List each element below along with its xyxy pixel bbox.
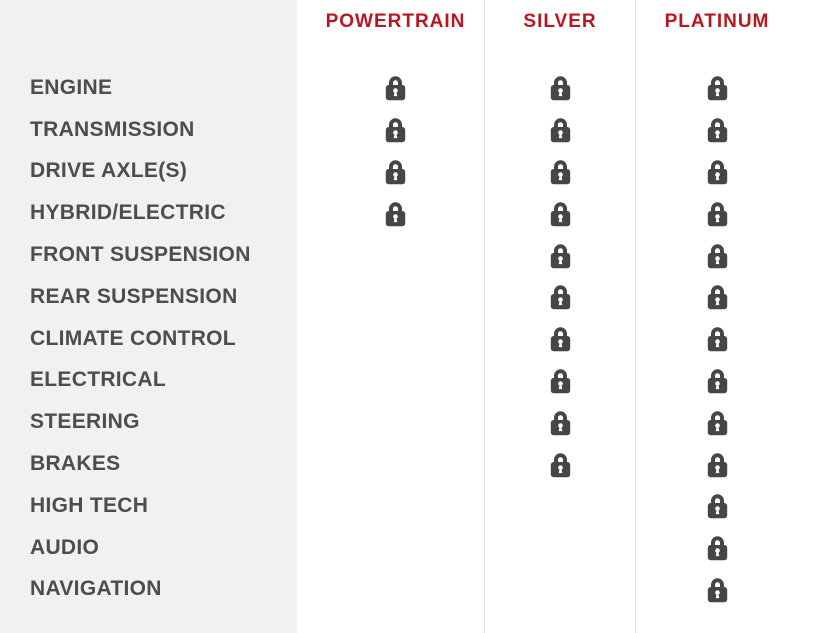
powertrain-coverage-cell <box>297 276 484 318</box>
lock-icon <box>549 158 572 185</box>
lock-icon <box>549 283 572 310</box>
silver-coverage-cell <box>485 360 635 402</box>
component-label: FRONT SUSPENSION <box>30 243 251 267</box>
platinum-coverage-cell <box>636 318 816 360</box>
component-labels-column <box>0 0 297 633</box>
lock-icon <box>384 158 407 185</box>
component-label: TRANSMISSION <box>30 117 195 141</box>
platinum-coverage-cell <box>636 401 816 443</box>
platinum-header: PLATINUM <box>664 11 770 32</box>
powertrain-header: POWERTRAIN <box>325 11 466 32</box>
lock-icon <box>706 158 729 185</box>
silver-cells <box>485 67 635 610</box>
lock-icon <box>706 283 729 310</box>
lock-icon <box>549 242 572 269</box>
component-label: ENGINE <box>30 75 113 99</box>
lock-icon <box>549 325 572 352</box>
lock-icon <box>706 451 729 478</box>
platinum-coverage-cell <box>636 485 816 527</box>
lock-icon <box>706 409 729 436</box>
powertrain-coverage-cell <box>297 109 484 151</box>
powertrain-coverage-cell <box>297 234 484 276</box>
component-label: CLIMATE CONTROL <box>30 326 236 350</box>
silver-coverage-cell <box>485 401 635 443</box>
platinum-coverage-cell <box>636 527 816 569</box>
component-label: ELECTRICAL <box>30 368 166 392</box>
silver-coverage-cell <box>485 569 635 611</box>
platinum-coverage-cell <box>636 192 816 234</box>
silver-coverage-cell <box>485 234 635 276</box>
powertrain-coverage-cell <box>297 67 484 109</box>
silver-header: SILVER <box>523 11 597 32</box>
lock-icon <box>706 242 729 269</box>
component-label: STEERING <box>30 410 140 434</box>
platinum-coverage-cell <box>636 569 816 611</box>
component-label: HYBRID/ELECTRIC <box>30 201 226 225</box>
component-label: DRIVE AXLE(S) <box>30 159 188 183</box>
powertrain-cells <box>297 67 484 610</box>
silver-column <box>485 0 636 633</box>
component-label: NAVIGATION <box>30 577 162 601</box>
platinum-cells <box>636 67 816 610</box>
powertrain-coverage-cell <box>297 360 484 402</box>
platinum-coverage-cell <box>636 360 816 402</box>
platinum-coverage-cell <box>636 67 816 109</box>
powertrain-coverage-cell <box>297 569 484 611</box>
silver-coverage-cell <box>485 192 635 234</box>
lock-icon <box>384 200 407 227</box>
powertrain-column <box>297 0 485 633</box>
silver-coverage-cell <box>485 527 635 569</box>
platinum-coverage-cell <box>636 443 816 485</box>
lock-icon <box>706 200 729 227</box>
powertrain-coverage-cell <box>297 151 484 193</box>
lock-icon <box>706 576 729 603</box>
lock-icon <box>706 116 729 143</box>
powertrain-coverage-cell <box>297 527 484 569</box>
lock-icon <box>706 325 729 352</box>
lock-icon <box>384 116 407 143</box>
lock-icon <box>384 74 407 101</box>
component-label: BRAKES <box>30 452 121 476</box>
silver-coverage-cell <box>485 276 635 318</box>
labels-header-spacer <box>0 0 297 67</box>
lock-icon <box>549 74 572 101</box>
lock-icon <box>549 200 572 227</box>
platinum-coverage-cell <box>636 234 816 276</box>
silver-coverage-cell <box>485 67 635 109</box>
lock-icon <box>706 74 729 101</box>
component-label: AUDIO <box>30 535 100 559</box>
component-label: HIGH TECH <box>30 493 149 517</box>
platinum-coverage-cell <box>636 276 816 318</box>
lock-icon <box>549 409 572 436</box>
silver-coverage-cell <box>485 151 635 193</box>
powertrain-coverage-cell <box>297 443 484 485</box>
powertrain-coverage-cell <box>297 192 484 234</box>
silver-coverage-cell <box>485 318 635 360</box>
lock-icon <box>706 367 729 394</box>
platinum-coverage-cell <box>636 109 816 151</box>
powertrain-coverage-cell <box>297 485 484 527</box>
lock-icon <box>549 451 572 478</box>
platinum-coverage-cell <box>636 151 816 193</box>
lock-icon <box>706 492 729 519</box>
platinum-column <box>636 0 816 633</box>
component-label: REAR SUSPENSION <box>30 284 238 308</box>
powertrain-coverage-cell <box>297 318 484 360</box>
powertrain-coverage-cell <box>297 401 484 443</box>
silver-coverage-cell <box>485 485 635 527</box>
lock-icon <box>549 367 572 394</box>
silver-coverage-cell <box>485 443 635 485</box>
component-labels-list <box>0 67 297 610</box>
lock-icon <box>706 534 729 561</box>
lock-icon <box>549 116 572 143</box>
silver-coverage-cell <box>485 109 635 151</box>
